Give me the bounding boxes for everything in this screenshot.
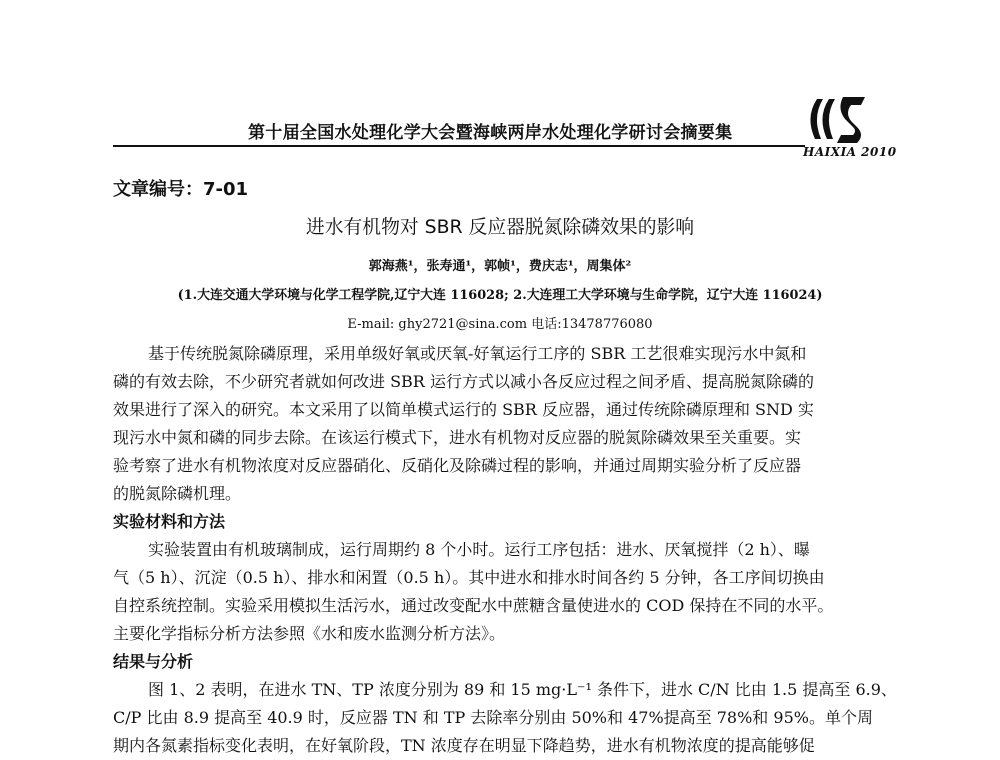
abstract-line: 磷的有效去除，不少研究者就如何改进 SBR 运行方式以减小各反应过程之间矛盾、提高脱氮除磷的 (113, 372, 814, 391)
author-list: 郭海燕¹，张寿通¹，郭帧¹，费庆志¹，周集体² (368, 259, 632, 274)
abstract-line: 现污水中氮和磷的同步去除。在该运行模式下，进水有机物对反应器的脱氮除磷效果至关重要。实 (113, 428, 802, 447)
contact-info: E-mail: ghy2721@sina.com 电话:13478776080 (347, 317, 653, 332)
methods-line: 实验装置由有机玻璃制成，运行周期约 8 个小时。运行工序包括：进水、厌氧搅拌（2 h）、曝 (148, 540, 810, 559)
running-header-title: 第十届全国水处理化学大会暨海峡两岸水处理化学研讨会摘要集 (248, 123, 733, 143)
logo-caption: HAIXIA 2010 (803, 145, 897, 159)
abstract-line: 的脱氮除磷机理。 (113, 484, 242, 503)
section-heading-results: 结果与分析 (113, 652, 194, 671)
results-line: 期内各氮素指标变化表明，在好氧阶段，TN 浓度存在明显下降趋势，进水有机物浓度的提高能够促 (113, 736, 815, 755)
methods-line: 主要化学指标分析方法参照《水和废水监测分析方法》。 (113, 624, 506, 643)
abstract-line: 基于传统脱氮除磷原理，采用单级好氧或厌氧-好氧运行工序的 SBR 工艺很难实现污水中氮和 (148, 344, 807, 363)
abstract-line: 效果进行了深入的研究。本文采用了以简单模式运行的 SBR 反应器，通过传统除磷原理和 SND 实 (113, 400, 814, 419)
results-line: 图 1、2 表明，在进水 TN、TP 浓度分别为 89 和 15 mg·L⁻¹ 条件下，进水 C/N 比由 1.5 提高至 6.9、 (148, 680, 897, 699)
results-line: C/P 比由 8.9 提高至 40.9 时，反应器 TN 和 TP 去除率分别由 50%和 47%提高至 78%和 95%。单个周 (113, 708, 873, 727)
methods-line: 气（5 h）、沉淀（0.5 h）、排水和闲置（0.5 h）。其中进水和排水时间各约 5 分钟，各工序间切换由 (113, 568, 825, 587)
section-heading-methods: 实验材料和方法 (113, 512, 226, 531)
author-affiliations: (1.大连交通大学环境与化学工程学院,辽宁大连 116028; 2.大连理工大学环境与生命学院，辽宁大连 116024) (177, 288, 823, 303)
header-rule (113, 145, 805, 147)
abstract-line: 验考察了进水有机物浓度对反应器硝化、反硝化及除磷过程的影响，并通过周期实验分析了反应器 (113, 456, 802, 475)
article-title: 进水有机物对 SBR 反应器脱氮除磷效果的影响 (305, 217, 695, 238)
methods-line: 自控系统控制。实验采用模拟生活污水，通过改变配水中蔗糖含量使进水的 COD 保持在不同的水平。 (113, 596, 834, 615)
article-number: 文章编号：7-01 (113, 179, 249, 200)
